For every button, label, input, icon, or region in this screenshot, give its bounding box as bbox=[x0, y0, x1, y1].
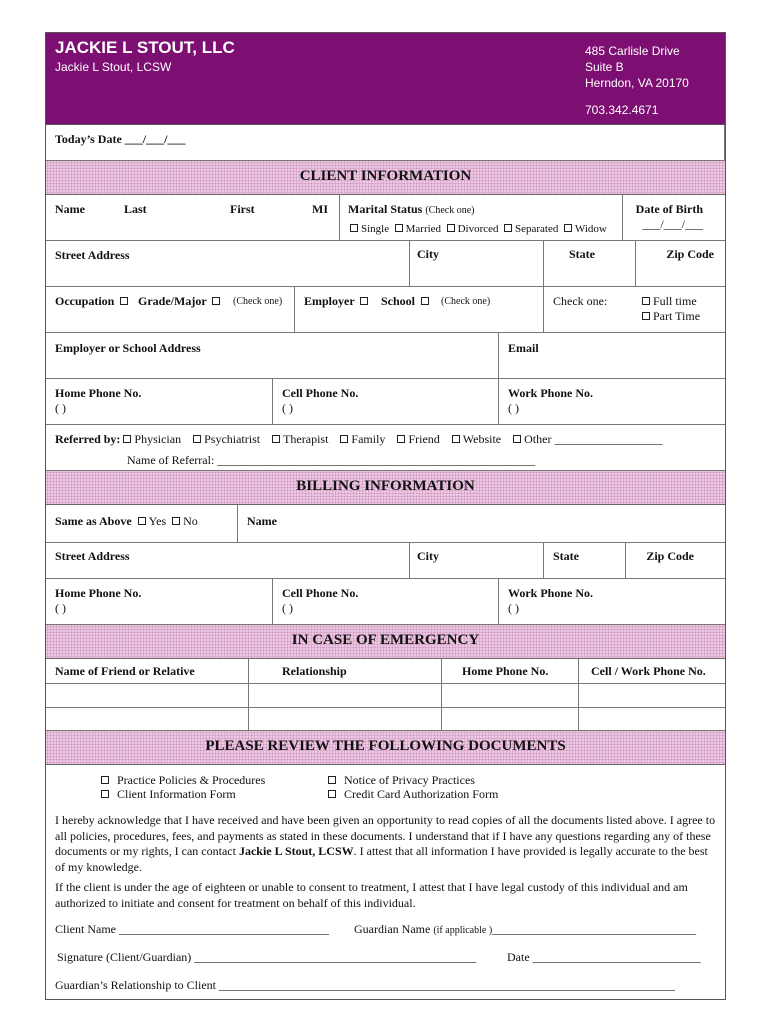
client-street-field[interactable] bbox=[46, 241, 410, 287]
referral-physician-checkbox[interactable]: Physician bbox=[123, 432, 181, 446]
billing-information-heading: BILLING INFORMATION bbox=[46, 471, 725, 505]
zip-label: Zip Code bbox=[666, 247, 714, 261]
marital-single-checkbox[interactable]: Single bbox=[350, 223, 389, 235]
emergency-heading: IN CASE OF EMERGENCY bbox=[46, 625, 725, 659]
work-phone-blank: ( ) bbox=[508, 401, 519, 415]
documents-heading: PLEASE REVIEW THE FOLLOWING DOCUMENTS bbox=[46, 731, 725, 765]
billing-state-label: State bbox=[553, 549, 579, 563]
street-label: Street Address bbox=[55, 248, 130, 262]
doc-practice-policies-checkbox[interactable]: Practice Policies & Procedures bbox=[101, 773, 265, 788]
contact-name: Jackie L Stout, LCSW bbox=[238, 844, 354, 858]
cell-phone-field[interactable] bbox=[273, 379, 499, 425]
billing-city-field[interactable] bbox=[410, 543, 544, 579]
billing-state-field[interactable] bbox=[544, 543, 626, 579]
todays-date-row bbox=[46, 125, 725, 161]
emergency-row-2-name[interactable] bbox=[46, 708, 249, 731]
emergency-row-1-relationship[interactable] bbox=[249, 684, 442, 708]
dob-label: Date of Birth bbox=[635, 202, 703, 216]
emergency-row-2-relationship[interactable] bbox=[249, 708, 442, 731]
practice-address bbox=[585, 43, 689, 91]
referral-website-checkbox[interactable]: Website bbox=[452, 432, 501, 446]
billing-cell-phone-field[interactable] bbox=[273, 579, 499, 625]
same-as-above-label: Same as Above bbox=[55, 514, 132, 528]
practitioner-name: Jackie L Stout, LCSW bbox=[55, 60, 172, 74]
first-label: First bbox=[230, 202, 255, 216]
emergency-col-home-phone-label: Home Phone No. bbox=[462, 664, 549, 678]
billing-street-label: Street Address bbox=[55, 549, 130, 563]
check-one-note: (Check one) bbox=[233, 296, 283, 307]
billing-cell-phone-blank: ( ) bbox=[282, 601, 293, 615]
client-name-signature-line[interactable]: Client Name ___________________________________ bbox=[55, 922, 329, 936]
doc-privacy-practices-checkbox[interactable]: Notice of Privacy Practices bbox=[328, 773, 475, 788]
client-information-heading: CLIENT INFORMATION bbox=[46, 161, 725, 195]
name-label: Name bbox=[55, 202, 85, 216]
billing-home-phone-label: Home Phone No. bbox=[55, 586, 142, 600]
emergency-row-2-cell-phone[interactable] bbox=[579, 708, 725, 731]
client-state-field[interactable] bbox=[544, 241, 636, 287]
signature-line[interactable]: Signature (Client/Guardian) _______________________________________________ bbox=[57, 950, 477, 964]
full-time-checkbox[interactable]: Full time bbox=[642, 294, 697, 309]
signature-date-line[interactable]: Date ____________________________ bbox=[507, 950, 701, 964]
practice-phone: 703.342.4671 bbox=[585, 103, 659, 117]
date-of-birth-field[interactable] bbox=[623, 195, 725, 241]
grade-major-option[interactable]: Grade/Major bbox=[138, 294, 223, 309]
same-as-above-yes-checkbox[interactable]: Yes bbox=[138, 514, 166, 528]
guardian-consent-paragraph: If the client is under the age of eighteen or unable to consent to treatment, I attest that I have legal custody of this individual and am authorized to initiate and consent for treatment on behalf of this individual. bbox=[55, 880, 688, 910]
billing-home-phone-field[interactable] bbox=[46, 579, 273, 625]
emergency-col-relationship bbox=[249, 659, 442, 684]
billing-work-phone-label: Work Phone No. bbox=[508, 586, 594, 600]
email-label: Email bbox=[508, 341, 539, 355]
referral-family-checkbox[interactable]: Family bbox=[340, 432, 385, 446]
address-line-1: 485 Carlisle Drive bbox=[585, 44, 680, 58]
acknowledgement-paragraph: I hereby acknowledge that I have received and have been given an opportunity to read copies of all the documents listed above. I agree to all policies, procedures, fees, and payments as stated in these documents. I understand that if I have any questions regarding any of these documents or my rights, I can contact Jackie L Stout, LCSW. I attest that all information I have provided is legally accurate to the best of my knowledge. bbox=[55, 813, 716, 874]
emergency-col-cell-phone-label: Cell / Work Phone No. bbox=[591, 664, 706, 678]
client-city-field[interactable] bbox=[410, 241, 544, 287]
city-label: City bbox=[417, 247, 439, 261]
billing-work-phone-field[interactable] bbox=[499, 579, 725, 625]
state-label: State bbox=[569, 247, 595, 261]
occupation-field bbox=[46, 287, 295, 333]
billing-home-phone-blank: ( ) bbox=[55, 601, 66, 615]
emergency-row-2-home-phone[interactable] bbox=[442, 708, 579, 731]
emergency-col-cell-phone bbox=[579, 659, 725, 684]
emergency-col-name bbox=[46, 659, 249, 684]
emergency-col-home-phone bbox=[442, 659, 579, 684]
address-line-2: Suite B bbox=[585, 60, 624, 74]
guardian-relationship-line[interactable]: Guardian’s Relationship to Client ____________________________________________________________________________ bbox=[55, 978, 675, 992]
school-option[interactable]: School bbox=[381, 294, 432, 309]
emergency-col-name-label: Name of Friend or Relative bbox=[55, 664, 195, 678]
cell-phone-blank: ( ) bbox=[282, 401, 293, 415]
home-phone-label: Home Phone No. bbox=[55, 386, 142, 400]
billing-city-label: City bbox=[417, 549, 439, 563]
referral-row bbox=[46, 425, 725, 471]
part-time-checkbox[interactable]: Part Time bbox=[642, 309, 700, 324]
doc-client-information-checkbox[interactable]: Client Information Form bbox=[101, 787, 236, 802]
billing-street-field[interactable] bbox=[46, 543, 410, 579]
todays-date-field[interactable]: Today’s Date ___/___/___ bbox=[55, 132, 186, 146]
occupation-option[interactable]: Occupation bbox=[55, 294, 131, 309]
marital-status-field bbox=[340, 195, 623, 241]
doc-credit-card-checkbox[interactable]: Credit Card Authorization Form bbox=[328, 787, 498, 802]
employer-school-field bbox=[295, 287, 544, 333]
referral-therapist-checkbox[interactable]: Therapist bbox=[272, 432, 328, 446]
billing-zip-field[interactable] bbox=[626, 543, 725, 579]
home-phone-field[interactable] bbox=[46, 379, 273, 425]
check-one-label: Check one: bbox=[553, 294, 608, 308]
intake-form bbox=[45, 32, 726, 1000]
work-phone-field[interactable] bbox=[499, 379, 725, 425]
last-label: Last bbox=[124, 202, 147, 216]
employer-option[interactable]: Employer bbox=[304, 294, 371, 309]
dob-blank: ___/___/___ bbox=[642, 217, 703, 231]
address-line-3: Herndon, VA 20170 bbox=[585, 76, 689, 90]
same-as-above-field bbox=[46, 505, 238, 543]
client-name-field[interactable] bbox=[46, 195, 340, 241]
client-zip-field[interactable] bbox=[636, 241, 725, 287]
referral-options bbox=[55, 432, 662, 447]
email-field[interactable] bbox=[499, 333, 725, 379]
marital-divorced-checkbox[interactable]: Divorced bbox=[447, 223, 499, 235]
employer-address-label: Employer or School Address bbox=[55, 341, 201, 355]
billing-cell-phone-label: Cell Phone No. bbox=[282, 586, 359, 600]
marital-separated-checkbox[interactable]: Separated bbox=[504, 223, 558, 235]
marital-married-checkbox[interactable]: Married bbox=[395, 223, 441, 235]
same-as-above-options bbox=[55, 514, 198, 529]
emergency-row-1-home-phone[interactable] bbox=[442, 684, 579, 708]
guardian-name-line[interactable]: Guardian Name (if applicable )__________________________________ bbox=[354, 922, 697, 936]
employment-status-field bbox=[544, 287, 725, 333]
billing-work-phone-blank: ( ) bbox=[508, 601, 519, 615]
work-phone-label: Work Phone No. bbox=[508, 386, 594, 400]
referral-other-checkbox[interactable]: Other __________________ bbox=[513, 432, 662, 446]
cell-phone-label: Cell Phone No. bbox=[282, 386, 359, 400]
billing-name-field[interactable] bbox=[238, 505, 725, 543]
employer-address-field[interactable] bbox=[46, 333, 499, 379]
referred-by-label: Referred by: bbox=[55, 432, 121, 446]
referral-psychiatrist-checkbox[interactable]: Psychiatrist bbox=[193, 432, 260, 446]
referral-friend-checkbox[interactable]: Friend bbox=[397, 432, 439, 446]
same-as-above-no-checkbox[interactable]: No bbox=[172, 514, 198, 528]
name-of-referral-field[interactable]: Name of Referral: _____________________________________________________ bbox=[127, 453, 536, 467]
marital-status-label: Marital Status (Check one) bbox=[348, 202, 475, 216]
check-one-note-2: (Check one) bbox=[441, 296, 491, 307]
billing-zip-label: Zip Code bbox=[646, 549, 694, 563]
marital-widow-checkbox[interactable]: Widow bbox=[564, 223, 607, 235]
emergency-row-1-cell-phone[interactable] bbox=[579, 684, 725, 708]
billing-name-label: Name bbox=[247, 514, 277, 528]
letterhead bbox=[46, 33, 725, 125]
emergency-row-1-name[interactable] bbox=[46, 684, 249, 708]
mi-label: MI bbox=[312, 202, 328, 216]
home-phone-blank: ( ) bbox=[55, 401, 66, 415]
marital-options bbox=[350, 223, 607, 235]
company-name: JACKIE L STOUT, LLC bbox=[55, 38, 235, 57]
emergency-col-relationship-label: Relationship bbox=[282, 664, 347, 678]
